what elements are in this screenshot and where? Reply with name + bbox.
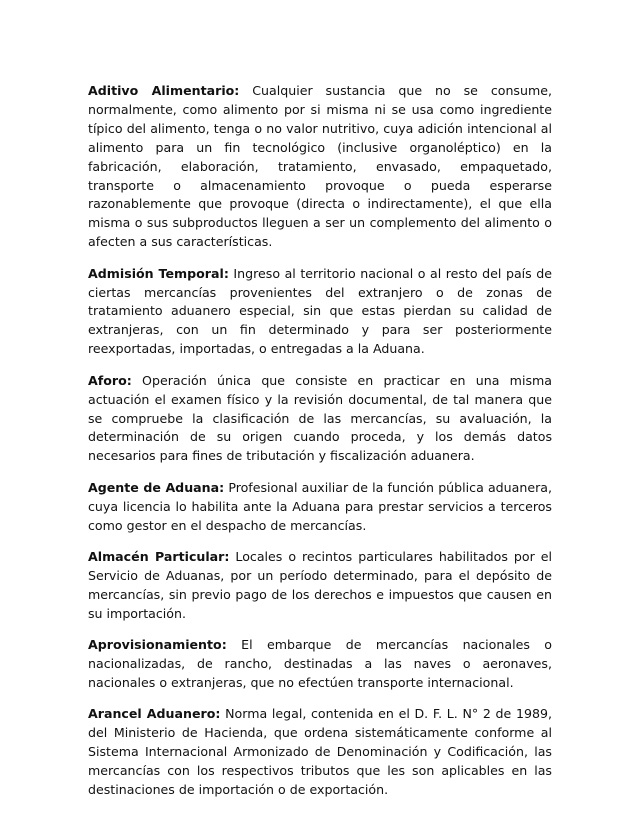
- glossary-entry-aforo: [88, 372, 552, 467]
- glossary-definition: Norma legal, contenida en el D. F. L. N° 2 de 1989, del Ministerio de Hacienda, que ordena sistemáticamente conforme al Sistema Internacional Armonizado de Denominación y Codificación, las mercancías con los respectivos tributos que les son aplicables en las destinaciones de importación o de exportación.: [88, 706, 553, 797]
- glossary-entry-aprovisionamiento: [88, 636, 552, 693]
- glossary-entry-agente-de-aduana: [88, 479, 552, 536]
- glossary-entry-admision-temporal: [88, 265, 552, 360]
- glossary-definition: Cualquier sustancia que no se consume, normalmente, como alimento por si misma ni se usa como ingrediente típico del alimento, tenga o no valor nutritivo, cuya adición intencional al alimento para un fin tecnológico (inclusive organoléptico) en la fabricación, elaboración, tratamiento, envasado, empaquetado, transporte o almacenamiento provoque o pueda esperarse razonablemente que provoque (directa o indirectamente), el que ella misma o sus subproductos lleguen a ser un complemento del alimento o afecten a sus características.: [88, 83, 552, 250]
- glossary-definition: Profesional auxiliar de la función pública aduanera, cuya licencia lo habilita ante la Aduana para prestar servicios a terceros como gestor en el despacho de mercancías.: [88, 479, 552, 533]
- glossary-term: Admisión Temporal:: [88, 265, 229, 281]
- glossary-term: Agente de Aduana:: [88, 479, 225, 495]
- glossary-definition: Operación única que consiste en practicar en una misma actuación el examen físico y la revisión documental, de tal manera que se compruebe la clasificación de las mercancías, su avaluación, la determinación de su origen cuando proceda, y los demás datos necesarios para fines de tributación y fiscalización aduanera.: [88, 372, 552, 464]
- glossary-definition: El embarque de mercancías nacionales o nacionalizadas, de rancho, destinadas a las naves o aeronaves, nacionales o extranjeras, que no efectúen transporte internacional.: [88, 637, 552, 690]
- glossary-term: Aprovisionamiento:: [88, 637, 227, 653]
- glossary-body: [88, 82, 552, 812]
- glossary-entry-arancel-aduanero: [88, 705, 552, 800]
- glossary-term: Arancel Aduanero:: [88, 706, 221, 722]
- glossary-entry-aditivo-alimentario: [88, 82, 552, 252]
- glossary-term: Almacén Particular:: [88, 548, 230, 564]
- glossary-definition: Locales o recintos particulares habilitados por el Servicio de Aduanas, por un período determinado, para el depósito de mercancías, sin previo pago de los derechos e impuestos que causen en su importación.: [88, 548, 552, 621]
- glossary-definition: Ingreso al territorio nacional o al resto del país de ciertas mercancías provenientes del extranjero o de zonas de tratamiento aduanero especial, sin que estas pierdan su calidad de extranjeras, con un fin determinado y para ser posteriormente reexportadas, importadas, o entregadas a la Aduana.: [88, 265, 553, 357]
- glossary-term: Aditivo Alimentario:: [88, 83, 240, 98]
- glossary-term: Aforo:: [88, 372, 132, 388]
- glossary-entry-almacen-particular: [88, 548, 552, 624]
